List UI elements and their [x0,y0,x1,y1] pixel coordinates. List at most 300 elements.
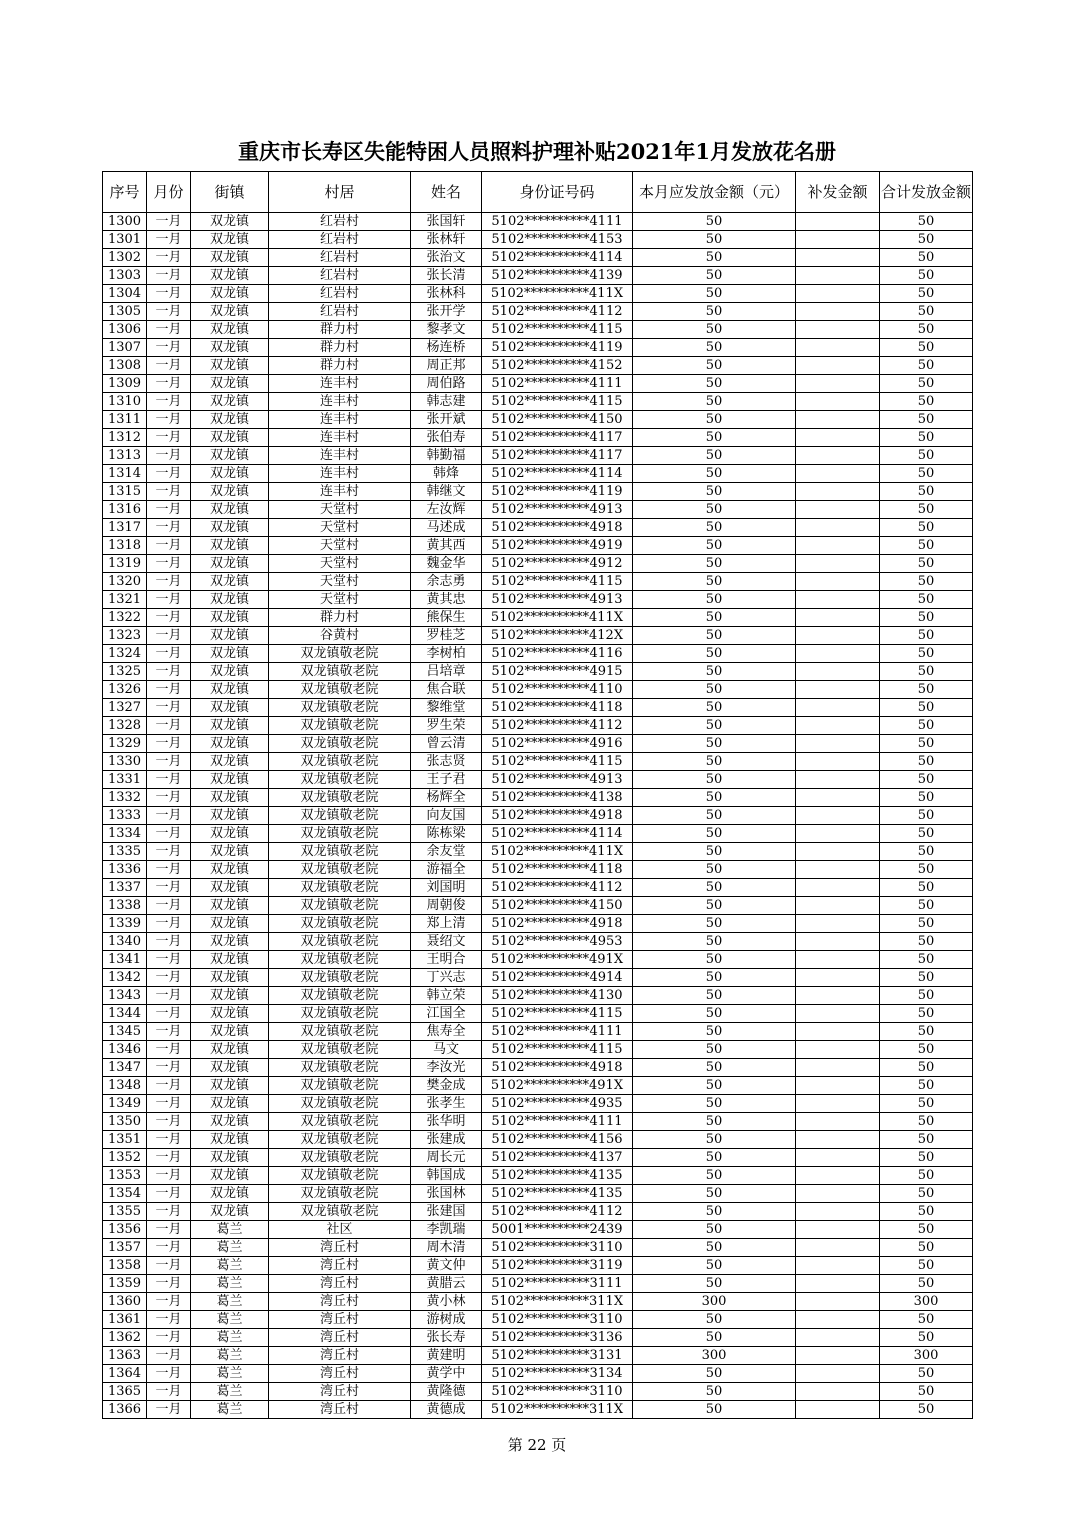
cell-total-amount: 50 [880,213,973,231]
roster-table [102,171,973,1419]
cell-due-amount: 50 [633,465,796,483]
cell-month: 一月 [147,681,191,699]
cell-due-amount: 50 [633,1257,796,1275]
cell-town: 双龙镇 [191,807,269,825]
cell-month: 一月 [147,1203,191,1221]
cell-name: 周长元 [411,1149,482,1167]
cell-town: 葛兰 [191,1311,269,1329]
cell-seq: 1300 [103,213,147,231]
cell-name: 游福全 [411,861,482,879]
cell-seq: 1359 [103,1275,147,1293]
cell-village: 连丰村 [269,429,411,447]
cell-town: 双龙镇 [191,375,269,393]
cell-month: 一月 [147,519,191,537]
table-row [103,951,973,969]
cell-total-amount: 50 [880,771,973,789]
cell-due-amount: 50 [633,879,796,897]
cell-seq: 1321 [103,591,147,609]
cell-due-amount: 50 [633,1023,796,1041]
cell-name: 李树柏 [411,645,482,663]
header-row [103,172,973,213]
cell-month: 一月 [147,1401,191,1419]
table-row [103,753,973,771]
cell-village: 双龙镇敬老院 [269,645,411,663]
cell-town: 双龙镇 [191,1077,269,1095]
cell-month: 一月 [147,771,191,789]
cell-total-amount: 50 [880,411,973,429]
cell-town: 葛兰 [191,1383,269,1401]
cell-name: 李凯瑞 [411,1221,482,1239]
cell-total-amount: 50 [880,843,973,861]
cell-supplement-amount [796,699,880,717]
cell-supplement-amount [796,1131,880,1149]
cell-supplement-amount [796,465,880,483]
cell-supplement-amount [796,537,880,555]
table-row [103,1023,973,1041]
cell-seq: 1355 [103,1203,147,1221]
cell-supplement-amount [796,249,880,267]
cell-name: 张孝生 [411,1095,482,1113]
cell-supplement-amount [796,1149,880,1167]
cell-town: 双龙镇 [191,717,269,735]
cell-due-amount: 50 [633,987,796,1005]
cell-id-number: 5102**********4914 [482,969,633,987]
cell-seq: 1345 [103,1023,147,1041]
cell-town: 双龙镇 [191,681,269,699]
table-row [103,1239,973,1257]
cell-id-number: 5102**********491X [482,1077,633,1095]
table-row [103,1095,973,1113]
cell-total-amount: 50 [880,1131,973,1149]
cell-village: 双龙镇敬老院 [269,825,411,843]
cell-due-amount: 50 [633,1077,796,1095]
cell-due-amount: 50 [633,1167,796,1185]
cell-name: 韩志建 [411,393,482,411]
cell-name: 韩立荣 [411,987,482,1005]
cell-total-amount: 50 [880,339,973,357]
cell-village: 天堂村 [269,573,411,591]
cell-id-number: 5102**********4115 [482,573,633,591]
cell-town: 双龙镇 [191,879,269,897]
cell-id-number: 5102**********4112 [482,879,633,897]
cell-id-number: 5102**********412X [482,627,633,645]
cell-name: 余友堂 [411,843,482,861]
cell-due-amount: 50 [633,663,796,681]
cell-total-amount: 50 [880,1365,973,1383]
cell-village: 湾丘村 [269,1311,411,1329]
cell-id-number: 5102**********4138 [482,789,633,807]
cell-id-number: 5102**********4112 [482,1203,633,1221]
cell-id-number: 5102**********4111 [482,375,633,393]
cell-seq: 1328 [103,717,147,735]
cell-seq: 1310 [103,393,147,411]
table-row [103,627,973,645]
cell-village: 双龙镇敬老院 [269,717,411,735]
cell-seq: 1313 [103,447,147,465]
cell-name: 周正邦 [411,357,482,375]
cell-month: 一月 [147,627,191,645]
cell-village: 双龙镇敬老院 [269,861,411,879]
cell-month: 一月 [147,501,191,519]
cell-month: 一月 [147,1365,191,1383]
table-row [103,501,973,519]
cell-seq: 1329 [103,735,147,753]
cell-supplement-amount [796,1365,880,1383]
cell-name: 游树成 [411,1311,482,1329]
cell-village: 双龙镇敬老院 [269,807,411,825]
cell-name: 黄建明 [411,1347,482,1365]
cell-town: 双龙镇 [191,573,269,591]
table-row [103,303,973,321]
cell-village: 红岩村 [269,231,411,249]
cell-supplement-amount [796,483,880,501]
cell-name: 张建成 [411,1131,482,1149]
cell-village: 双龙镇敬老院 [269,915,411,933]
cell-due-amount: 50 [633,1059,796,1077]
cell-name: 曾云清 [411,735,482,753]
cell-town: 双龙镇 [191,735,269,753]
cell-supplement-amount [796,1113,880,1131]
cell-village: 双龙镇敬老院 [269,1167,411,1185]
cell-id-number: 5102**********4116 [482,645,633,663]
table-row [103,1275,973,1293]
cell-seq: 1335 [103,843,147,861]
cell-seq: 1331 [103,771,147,789]
cell-town: 双龙镇 [191,393,269,411]
cell-total-amount: 50 [880,1077,973,1095]
cell-due-amount: 50 [633,519,796,537]
cell-village: 双龙镇敬老院 [269,1203,411,1221]
table-row [103,843,973,861]
cell-month: 一月 [147,897,191,915]
cell-due-amount: 50 [633,213,796,231]
cell-supplement-amount [796,1203,880,1221]
cell-id-number: 5102**********4119 [482,339,633,357]
cell-village: 红岩村 [269,213,411,231]
cell-month: 一月 [147,483,191,501]
cell-seq: 1356 [103,1221,147,1239]
cell-name: 聂绍文 [411,933,482,951]
table-row [103,573,973,591]
cell-total-amount: 50 [880,537,973,555]
cell-id-number: 5102**********4110 [482,681,633,699]
column-header-name: 姓名 [411,172,482,213]
cell-month: 一月 [147,1311,191,1329]
cell-town: 葛兰 [191,1275,269,1293]
cell-total-amount: 50 [880,285,973,303]
cell-due-amount: 50 [633,861,796,879]
cell-month: 一月 [147,735,191,753]
cell-due-amount: 50 [633,447,796,465]
table-row [103,969,973,987]
cell-seq: 1342 [103,969,147,987]
cell-due-amount: 50 [633,285,796,303]
table-row [103,321,973,339]
cell-month: 一月 [147,231,191,249]
cell-town: 双龙镇 [191,321,269,339]
cell-id-number: 5102**********4111 [482,213,633,231]
cell-due-amount: 50 [633,933,796,951]
cell-id-number: 5102**********4918 [482,807,633,825]
cell-name: 张长寿 [411,1329,482,1347]
cell-name: 马述成 [411,519,482,537]
cell-id-number: 5102**********4150 [482,897,633,915]
cell-month: 一月 [147,303,191,321]
cell-total-amount: 50 [880,591,973,609]
cell-total-amount: 50 [880,699,973,717]
cell-town: 葛兰 [191,1221,269,1239]
cell-village: 双龙镇敬老院 [269,1023,411,1041]
cell-name: 黄文仲 [411,1257,482,1275]
cell-id-number: 5102**********3111 [482,1275,633,1293]
cell-due-amount: 50 [633,1005,796,1023]
cell-total-amount: 50 [880,375,973,393]
cell-month: 一月 [147,447,191,465]
cell-town: 双龙镇 [191,1185,269,1203]
cell-total-amount: 50 [880,789,973,807]
cell-total-amount: 50 [880,969,973,987]
cell-id-number: 5102**********4918 [482,915,633,933]
cell-village: 双龙镇敬老院 [269,933,411,951]
cell-supplement-amount [796,861,880,879]
cell-due-amount: 50 [633,1275,796,1293]
cell-supplement-amount [796,1077,880,1095]
cell-total-amount: 50 [880,807,973,825]
cell-town: 葛兰 [191,1329,269,1347]
cell-total-amount: 50 [880,951,973,969]
cell-supplement-amount [796,375,880,393]
cell-total-amount: 50 [880,1005,973,1023]
cell-name: 周朝俊 [411,897,482,915]
cell-town: 双龙镇 [191,483,269,501]
cell-total-amount: 50 [880,861,973,879]
cell-id-number: 5102**********4112 [482,303,633,321]
cell-id-number: 5102**********4139 [482,267,633,285]
cell-town: 双龙镇 [191,1203,269,1221]
cell-seq: 1319 [103,555,147,573]
table-row [103,429,973,447]
cell-total-amount: 50 [880,267,973,285]
cell-seq: 1311 [103,411,147,429]
table-row [103,915,973,933]
cell-id-number: 5102**********411X [482,609,633,627]
cell-total-amount: 50 [880,1023,973,1041]
cell-month: 一月 [147,465,191,483]
table-row [103,591,973,609]
cell-village: 湾丘村 [269,1275,411,1293]
cell-supplement-amount [796,717,880,735]
cell-seq: 1322 [103,609,147,627]
cell-town: 双龙镇 [191,789,269,807]
cell-seq: 1365 [103,1383,147,1401]
cell-supplement-amount [796,429,880,447]
cell-name: 张林科 [411,285,482,303]
cell-due-amount: 50 [633,375,796,393]
cell-supplement-amount [796,555,880,573]
cell-supplement-amount [796,1059,880,1077]
cell-id-number: 5102**********4114 [482,465,633,483]
cell-total-amount: 50 [880,483,973,501]
cell-village: 双龙镇敬老院 [269,1185,411,1203]
cell-id-number: 5102**********3119 [482,1257,633,1275]
cell-village: 双龙镇敬老院 [269,681,411,699]
cell-id-number: 5102**********4919 [482,537,633,555]
cell-town: 双龙镇 [191,213,269,231]
cell-month: 一月 [147,663,191,681]
cell-town: 双龙镇 [191,915,269,933]
cell-village: 红岩村 [269,285,411,303]
cell-total-amount: 50 [880,1221,973,1239]
cell-seq: 1362 [103,1329,147,1347]
cell-seq: 1333 [103,807,147,825]
cell-due-amount: 50 [633,1095,796,1113]
cell-name: 张国轩 [411,213,482,231]
cell-id-number: 5102**********4118 [482,861,633,879]
column-header-total-amount: 合计发放金额 [880,172,973,213]
cell-supplement-amount [796,771,880,789]
cell-total-amount: 50 [880,663,973,681]
cell-village: 连丰村 [269,465,411,483]
cell-supplement-amount [796,627,880,645]
cell-due-amount: 50 [633,483,796,501]
cell-name: 杨连桥 [411,339,482,357]
cell-town: 双龙镇 [191,1113,269,1131]
cell-total-amount: 50 [880,735,973,753]
cell-month: 一月 [147,591,191,609]
cell-supplement-amount [796,969,880,987]
cell-due-amount: 50 [633,843,796,861]
cell-name: 张开学 [411,303,482,321]
cell-town: 双龙镇 [191,699,269,717]
cell-name: 黄其西 [411,537,482,555]
cell-name: 周木清 [411,1239,482,1257]
table-row [103,699,973,717]
column-header-village: 村居 [269,172,411,213]
cell-month: 一月 [147,1149,191,1167]
table-row [103,1257,973,1275]
cell-seq: 1334 [103,825,147,843]
cell-total-amount: 50 [880,447,973,465]
cell-village: 连丰村 [269,411,411,429]
cell-name: 张治文 [411,249,482,267]
cell-town: 双龙镇 [191,1095,269,1113]
cell-month: 一月 [147,393,191,411]
cell-town: 双龙镇 [191,357,269,375]
cell-id-number: 5102**********4114 [482,825,633,843]
cell-total-amount: 50 [880,1401,973,1419]
table-row [103,519,973,537]
cell-name: 黄隆德 [411,1383,482,1401]
cell-supplement-amount [796,843,880,861]
cell-seq: 1366 [103,1401,147,1419]
table-row [103,897,973,915]
cell-id-number: 5102**********4115 [482,1041,633,1059]
cell-month: 一月 [147,537,191,555]
cell-town: 葛兰 [191,1293,269,1311]
table-row [103,267,973,285]
cell-town: 双龙镇 [191,465,269,483]
column-header-town: 街镇 [191,172,269,213]
cell-id-number: 5102**********4111 [482,1113,633,1131]
cell-due-amount: 50 [633,555,796,573]
cell-supplement-amount [796,1275,880,1293]
cell-town: 双龙镇 [191,663,269,681]
cell-due-amount: 50 [633,573,796,591]
cell-due-amount: 50 [633,303,796,321]
cell-village: 双龙镇敬老院 [269,771,411,789]
cell-seq: 1348 [103,1077,147,1095]
cell-name: 黎孝文 [411,321,482,339]
cell-village: 群力村 [269,339,411,357]
table-row [103,537,973,555]
cell-month: 一月 [147,411,191,429]
cell-month: 一月 [147,249,191,267]
cell-village: 社区 [269,1221,411,1239]
table-row [103,1059,973,1077]
cell-name: 王子君 [411,771,482,789]
cell-seq: 1360 [103,1293,147,1311]
cell-town: 葛兰 [191,1239,269,1257]
cell-supplement-amount [796,753,880,771]
cell-town: 双龙镇 [191,825,269,843]
cell-name: 刘国明 [411,879,482,897]
cell-seq: 1341 [103,951,147,969]
cell-total-amount: 50 [880,393,973,411]
cell-village: 湾丘村 [269,1239,411,1257]
cell-name: 向友国 [411,807,482,825]
cell-seq: 1353 [103,1167,147,1185]
cell-name: 李汝光 [411,1059,482,1077]
cell-name: 韩继文 [411,483,482,501]
table-row [103,1311,973,1329]
cell-seq: 1316 [103,501,147,519]
cell-total-amount: 50 [880,321,973,339]
cell-month: 一月 [147,1239,191,1257]
cell-due-amount: 50 [633,753,796,771]
cell-supplement-amount [796,1239,880,1257]
cell-seq: 1337 [103,879,147,897]
table-row [103,609,973,627]
cell-total-amount: 50 [880,429,973,447]
cell-supplement-amount [796,267,880,285]
cell-month: 一月 [147,951,191,969]
cell-total-amount: 50 [880,555,973,573]
cell-month: 一月 [147,1257,191,1275]
cell-total-amount: 50 [880,519,973,537]
table-row [103,393,973,411]
cell-village: 红岩村 [269,303,411,321]
cell-month: 一月 [147,429,191,447]
cell-seq: 1325 [103,663,147,681]
table-row [103,1077,973,1095]
cell-village: 天堂村 [269,555,411,573]
cell-supplement-amount [796,231,880,249]
cell-supplement-amount [796,663,880,681]
cell-id-number: 5102**********4918 [482,1059,633,1077]
table-row [103,789,973,807]
cell-village: 连丰村 [269,483,411,501]
cell-due-amount: 50 [633,501,796,519]
cell-id-number: 5102**********3110 [482,1239,633,1257]
cell-month: 一月 [147,1005,191,1023]
cell-id-number: 5102**********3131 [482,1347,633,1365]
cell-village: 天堂村 [269,537,411,555]
cell-supplement-amount [796,1095,880,1113]
cell-supplement-amount [796,825,880,843]
cell-month: 一月 [147,645,191,663]
cell-village: 双龙镇敬老院 [269,969,411,987]
cell-name: 罗桂芝 [411,627,482,645]
